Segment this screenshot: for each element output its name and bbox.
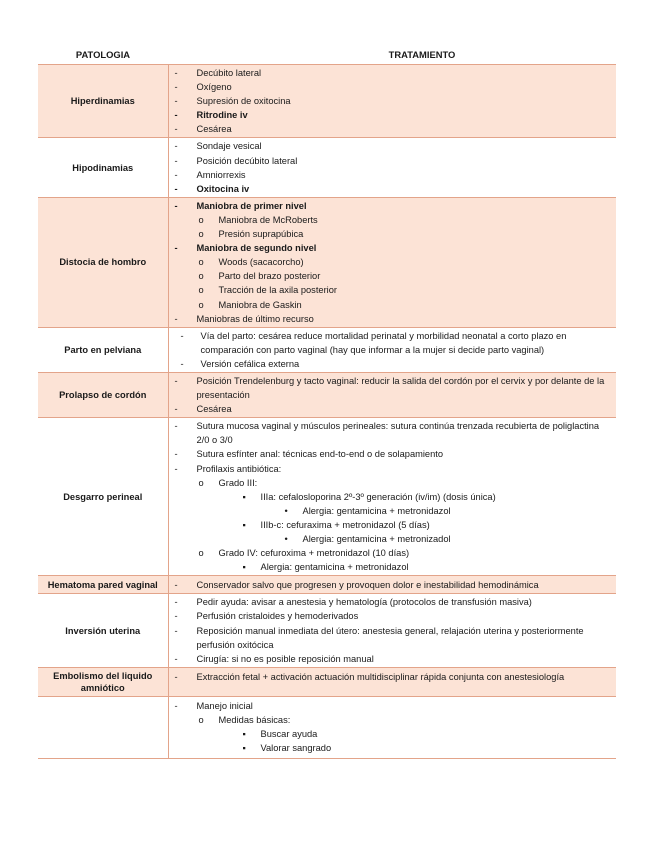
table-header-row	[38, 44, 616, 65]
bullet-marker: o	[198, 477, 204, 488]
list-item-text: Alergia: gentamicina + metronidazol	[302, 505, 451, 516]
list-item-text: Tracción de la axila posterior	[218, 285, 338, 296]
bullet-marker: ▪	[242, 491, 246, 502]
list-item-text: Profilaxis antibiótica:	[196, 463, 282, 474]
bullet-marker: ▪	[242, 562, 246, 573]
list-item	[175, 227, 611, 241]
table-row	[38, 197, 616, 327]
treatment-cell	[168, 65, 616, 138]
list-item	[175, 727, 611, 741]
list-item	[175, 699, 611, 713]
list-item	[175, 578, 611, 592]
bullet-marker: •	[284, 505, 288, 516]
list-item-text: Manejo inicial	[196, 700, 253, 711]
bullet-marker: o	[198, 271, 204, 282]
bullet-marker: -	[180, 358, 184, 369]
bullet-marker: -	[174, 625, 178, 636]
list-item	[175, 283, 611, 297]
bullet-marker: -	[174, 169, 178, 180]
list-item-text: Maniobra de McRoberts	[218, 214, 318, 225]
list-item-text: Posición Trendelenburg y tacto vaginal: reducir la salida del cordón por el cervix y por delante de la presentación	[196, 375, 605, 401]
table-row	[38, 372, 616, 417]
bullet-marker: -	[174, 110, 178, 121]
bullet-marker: -	[174, 404, 178, 415]
pathology-cell	[38, 696, 168, 758]
bullet-marker: o	[198, 299, 204, 310]
bullet-marker: -	[174, 463, 178, 474]
bullet-marker: o	[198, 257, 204, 268]
list-item-text: Oxitocina iv	[196, 183, 250, 194]
bullet-marker: -	[174, 671, 178, 682]
list-item-text: Reposición manual inmediata del útero: anestesia general, relajación uterina y posteriormente perfusión oxitócica	[196, 625, 584, 650]
list-item-text: Supresión de oxitocina	[196, 96, 291, 107]
bullet-marker: -	[174, 68, 178, 78]
list-item-text: Maniobras de último recurso	[196, 313, 314, 324]
bullet-marker: o	[198, 548, 204, 559]
list-item-text: Cesárea	[196, 124, 232, 135]
list-item	[175, 312, 611, 326]
list-item-text: Presión suprapúbica	[218, 229, 304, 240]
bullet-marker: -	[174, 82, 178, 93]
pathology-cell: Hematoma pared vaginal	[38, 576, 168, 594]
list-item-text: Buscar ayuda	[260, 729, 318, 740]
list-item	[175, 476, 611, 490]
pathology-cell: Hipodinamias	[38, 138, 168, 197]
list-item-text: Maniobra de segundo nivel	[196, 243, 317, 254]
list-item	[175, 741, 611, 755]
list-item	[175, 139, 611, 153]
pathology-header: PATOLOGIA	[38, 44, 168, 65]
list-item	[175, 374, 611, 402]
pathology-cell: Desgarro perineal	[38, 418, 168, 576]
bullet-marker: -	[174, 421, 178, 432]
list-item-text: Ritrodine iv	[196, 110, 248, 121]
pathology-cell: Parto en pelviana	[38, 327, 168, 372]
bullet-marker: -	[174, 124, 178, 135]
list-item-text: IIIb-c: cefuraxima + metronidazol (5 días)	[260, 519, 430, 530]
bullet-marker: o	[198, 214, 204, 225]
bullet-marker: -	[174, 700, 178, 711]
list-item-text: Sondaje vesical	[196, 141, 262, 152]
treatment-document	[38, 44, 616, 759]
list-item	[175, 419, 611, 447]
list-item	[175, 122, 611, 136]
list-item	[175, 546, 611, 560]
pathology-cell: Prolapso de cordón	[38, 372, 168, 417]
bullet-marker: ▪	[242, 729, 246, 740]
list-item	[175, 213, 611, 227]
list-item	[175, 255, 611, 269]
list-item	[175, 182, 611, 196]
bullet-marker: o	[198, 714, 204, 725]
pathology-cell: Hiperdinamias	[38, 65, 168, 138]
treatment-cell	[168, 418, 616, 576]
bullet-marker: -	[174, 653, 178, 664]
list-item-text: Cesárea	[196, 404, 232, 415]
bullet-marker: -	[174, 375, 178, 386]
list-item	[175, 298, 611, 312]
list-item	[175, 652, 611, 666]
list-item	[175, 609, 611, 623]
list-item	[175, 269, 611, 283]
treatment-cell	[168, 667, 616, 696]
table-row	[38, 65, 616, 138]
bullet-marker: -	[174, 183, 178, 194]
list-item	[175, 504, 611, 518]
list-item	[175, 462, 611, 476]
bullet-marker: -	[174, 243, 178, 254]
list-item-text: Grado III:	[218, 477, 258, 488]
list-item-text: Valorar sangrado	[260, 743, 332, 754]
list-item-text: Maniobra de primer nivel	[196, 200, 307, 211]
table-row	[38, 594, 616, 667]
list-item-text: Maniobra de Gaskin	[218, 299, 302, 310]
treatment-cell	[168, 197, 616, 327]
bullet-marker: o	[198, 285, 204, 296]
list-item-text: Cirugía: si no es posible reposición manual	[196, 653, 374, 664]
pathology-treatment-table	[38, 44, 616, 759]
list-item	[175, 447, 611, 461]
list-item	[175, 490, 611, 504]
list-item	[175, 199, 611, 213]
pathology-cell: Inversión uterina	[38, 594, 168, 667]
treatment-cell	[168, 372, 616, 417]
table-row	[38, 576, 616, 594]
table-row	[38, 138, 616, 197]
list-item-text: Sutura mucosa vaginal y músculos perineales: sutura continúa trenzada recubierta de poliglactina 2/0 o 3/0	[196, 421, 600, 446]
table-row	[38, 696, 616, 758]
list-item-text: Oxígeno	[196, 82, 232, 93]
list-item-text: Medidas básicas:	[218, 714, 291, 725]
list-item-text: Vía del parto: cesárea reduce mortalidad perinatal y morbilidad neonatal a corto plazo en comparación con parto vaginal (hay que informar a la mujer si decide parto vaginal)	[200, 330, 567, 355]
list-item	[175, 560, 611, 574]
list-item-text: Versión cefálica externa	[200, 358, 300, 369]
list-item-text: Pedir ayuda: avisar a anestesia y hematología (protocolos de transfusión masiva)	[196, 597, 532, 608]
list-item	[175, 108, 611, 122]
treatment-cell	[168, 696, 616, 758]
table-row	[38, 418, 616, 576]
list-item	[175, 532, 611, 546]
list-item	[175, 595, 611, 609]
list-item	[175, 66, 611, 80]
list-item-text: Alergia: gentamicina + metronizadol	[302, 534, 451, 544]
treatment-cell	[168, 138, 616, 197]
bullet-marker: -	[174, 141, 178, 152]
list-item-text: Grado IV: cefuroxima + metronidazol (10 días)	[218, 548, 410, 559]
bullet-marker: -	[180, 330, 184, 341]
list-item	[175, 357, 611, 371]
bullet-marker: -	[174, 597, 178, 608]
list-item-text: Amniorrexis	[196, 169, 246, 180]
list-item-text: Sutura esfínter anal: técnicas end-to-end o de solapamiento	[196, 449, 444, 460]
bullet-marker: ▪	[242, 743, 246, 754]
table-row	[38, 667, 616, 696]
bullet-marker: •	[284, 534, 288, 544]
bullet-marker: -	[174, 611, 178, 622]
list-item-text: Parto del brazo posterior	[218, 271, 321, 282]
bullet-marker: -	[174, 580, 178, 591]
bullet-marker: o	[198, 229, 204, 240]
table-row	[38, 327, 616, 372]
list-item-text: Posición decúbito lateral	[196, 155, 298, 166]
bullet-marker: -	[174, 313, 178, 324]
list-item-text: Decúbito lateral	[196, 68, 262, 78]
pathology-cell: Distocia de hombro	[38, 197, 168, 327]
bullet-marker: -	[174, 96, 178, 107]
list-item	[175, 402, 611, 416]
treatment-cell	[168, 594, 616, 667]
list-item	[175, 624, 611, 652]
list-item	[175, 518, 611, 532]
list-item-text: IIIa: cefalosloporina 2º-3º generación (iv/im) (dosis única)	[260, 491, 496, 502]
treatment-cell	[168, 327, 616, 372]
list-item	[175, 94, 611, 108]
bullet-marker: -	[174, 155, 178, 166]
list-item	[175, 670, 611, 684]
bullet-marker: -	[174, 200, 178, 211]
list-item	[175, 168, 611, 182]
bullet-marker: -	[174, 449, 178, 460]
list-item	[175, 80, 611, 94]
treatment-cell	[168, 576, 616, 594]
bullet-marker: ▪	[242, 519, 246, 530]
list-item	[175, 329, 611, 357]
list-item-text: Woods (sacacorcho)	[218, 257, 304, 268]
treatment-header: TRATAMIENTO	[168, 44, 616, 65]
pathology-cell: Embolismo del liquido amniótico	[38, 667, 168, 696]
list-item-text: Perfusión cristaloides y hemoderivados	[196, 611, 359, 622]
list-item	[175, 154, 611, 168]
list-item-text: Alergia: gentamicina + metronidazol	[260, 562, 409, 573]
list-item-text: Extracción fetal + activación actuación multidisciplinar rápida conjunta con anestesiología	[196, 671, 565, 682]
list-item-text: Conservador salvo que progresen y provoquen dolor e inestabilidad hemodinámica	[196, 580, 539, 591]
list-item	[175, 241, 611, 255]
list-item	[175, 713, 611, 727]
